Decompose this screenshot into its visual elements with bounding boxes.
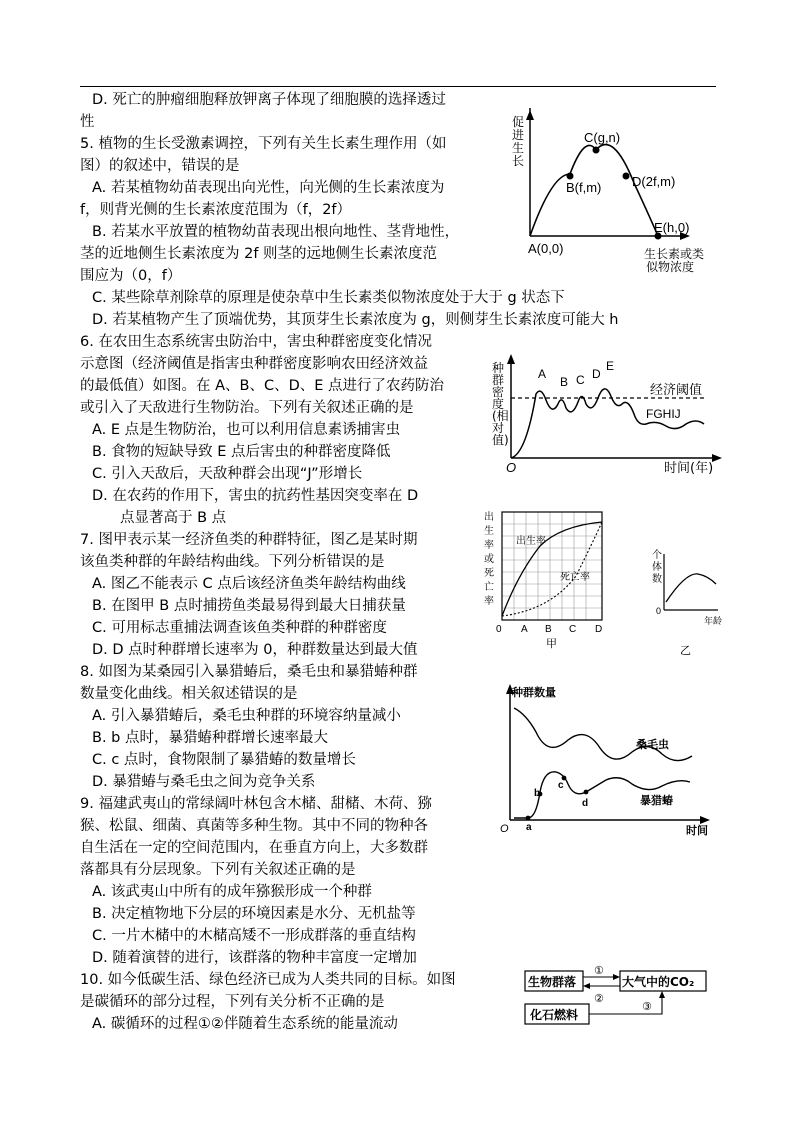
q8-stem-cont: 数量变化曲线。相关叙述错误的是 <box>80 686 298 702</box>
q7-stem: 7. 图甲表示某一经济鱼类的种群特征，图乙是某时期 <box>80 532 418 548</box>
q8-origin: O <box>500 823 509 835</box>
q6-point-a: A <box>538 367 547 381</box>
figure-q10-carbon-cycle <box>522 962 712 1028</box>
q6-stem-cont2: 的最低值）如图。在 A、B、C、D、E 点进行了农药防治 <box>80 378 445 394</box>
q5-label-e: E(h,0) <box>654 220 690 235</box>
q5-option-a: A. 若某植物幼苗表现出向光性，向光侧的生长素浓度为 <box>92 180 445 196</box>
q5-point-c <box>593 147 600 154</box>
q7-y-label: 出生率或死亡率 <box>484 512 494 607</box>
q8-stem: 8. 如图为某桑园引入暴猎蝽后，桑毛虫和暴猎蝽种群 <box>80 664 418 680</box>
figure-q8-populations <box>492 682 722 836</box>
q9-option-c: C. 一片木槠中的木槠高矮不一形成群落的垂直结构 <box>92 928 416 944</box>
figure-q7-jia <box>480 504 616 650</box>
q8-x-label: 时间 <box>686 824 708 836</box>
q5-y-label: 促进生长 <box>512 115 525 168</box>
q6-later-points: FGHIJ <box>646 407 681 421</box>
q4-option-d: D. 死亡的肿瘤细胞释放钾离子体现了细胞膜的选择透过 <box>92 92 446 108</box>
q8-point-b: b <box>534 788 541 799</box>
q5-label-c: C(g,n) <box>584 130 621 145</box>
q5-stem: 5. 植物的生长受激素调控，下列有关生长素生理作用（如 <box>80 136 447 152</box>
q7-option-c: C. 可用标志重捕法调查该鱼类种群的种群密度 <box>92 620 387 636</box>
q7-yi-curve <box>666 574 716 602</box>
q7-tick-c: C <box>569 624 577 635</box>
q6-option-c: C. 引入天敌后，天敌种群会出现“J”形增长 <box>92 466 363 482</box>
figure-q6-pest-density <box>486 354 730 478</box>
q7-option-a: A. 图乙不能表示 C 点后该经济鱼类年龄结构曲线 <box>92 576 406 592</box>
q8-point-d: d <box>582 798 589 809</box>
q5-y-arrow <box>526 110 534 120</box>
q6-x-label: 时间(年) <box>664 461 714 476</box>
q8-option-d: D. 暴猎蝽与桑毛虫之间为竞争关系 <box>92 774 316 790</box>
q8-option-c: C. c 点时，食物限制了暴猎蝽的数量增长 <box>92 752 356 768</box>
q6-point-d: D <box>592 367 601 381</box>
q6-threshold-label: 经济阈值 <box>650 383 703 398</box>
q8-label-predator: 暴猎蝽 <box>640 794 673 807</box>
q9-stem-cont: 猴、松鼠、细菌、真菌等多种生物。其中不同的物种各 <box>80 818 428 834</box>
q7-tick-b: B <box>545 624 552 635</box>
q7-birth-label: 出生率 <box>516 536 546 547</box>
q5-option-a-cont: f，则背光侧的生长素浓度范围为（f，2f） <box>80 202 352 218</box>
q6-stem-cont: 示意图（经济阈值是指害虫种群密度影响农田经济效益 <box>80 356 428 372</box>
q6-stem: 6. 在农田生态系统害虫防治中，害虫种群密度变化情况 <box>80 334 432 350</box>
q6-option-b: B. 食物的短缺导致 E 点后害虫的种群密度降低 <box>92 444 391 460</box>
q7-caption-jia: 甲 <box>546 637 557 650</box>
q10-box-fossil-label: 化石燃料 <box>530 1008 579 1022</box>
q7-yi-x-label: 年龄 <box>704 617 723 627</box>
q9-option-a: A. 该武夷山中所有的成年猕猴形成一个种群 <box>92 884 372 900</box>
q5-option-d: D. 若某植物产生了顶端优势，其顶芽生长素浓度为 g，则侧芽生长素浓度可能大 h <box>92 312 619 328</box>
q5-label-d: D(2f,m) <box>632 174 676 189</box>
q6-option-d: D. 在农药的作用下，害虫的抗药性基因突变率在 D <box>92 488 419 504</box>
q6-option-a: A. E 点是生物防治，也可以利用信息素诱捕害虫 <box>92 422 401 438</box>
q5-stem-cont: 图）的叙述中，错误的是 <box>80 158 240 174</box>
q6-density-curve <box>511 389 704 458</box>
q8-y-label: 种群数量 <box>512 686 556 699</box>
q6-point-e: E <box>606 359 615 373</box>
q7-yi-zero: 0 <box>656 606 662 616</box>
q8-point-a: a <box>526 822 532 833</box>
q7-grid <box>502 512 602 620</box>
q10-label-1: ① <box>594 964 604 977</box>
q8-option-b: B. b 点时，暴猎蝽种群增长速率最大 <box>92 730 328 746</box>
q9-stem: 9. 福建武夷山的常绿阔叶林包含木槠、甜槠、木荷、猕 <box>80 796 432 812</box>
q5-label-a: A(0,0) <box>528 241 564 256</box>
q10-stem-cont: 是碳循环的部分过程，下列有关分析不正确的是 <box>80 994 385 1010</box>
q8-mulberry-curve <box>514 708 692 761</box>
q5-point-d <box>623 173 630 180</box>
q5-x-label-1: 生长素或类 <box>644 247 705 261</box>
q8-option-a: A. 引入暴猎蝽后，桑毛虫种群的环境容纳量减小 <box>92 708 401 724</box>
q7-stem-cont: 该鱼类种群的年龄结构曲线。下列分析错误的是 <box>80 554 385 570</box>
q10-label-2: ② <box>594 992 604 1005</box>
q8-label-mulberry: 桑毛虫 <box>636 738 669 751</box>
q4-option-d-cont: 性 <box>80 114 95 130</box>
q7-tick-d: D <box>595 624 603 635</box>
q7-option-b: B. 在图甲 B 点时捕捞鱼类最易得到最大日捕获量 <box>92 598 406 614</box>
q7-tick-a: A <box>521 624 528 635</box>
q5-option-b: B. 若某水平放置的植物幼苗表现出根向地性、茎背地性， <box>92 224 460 240</box>
q5-label-b: B(f,m) <box>566 180 602 195</box>
q10-box-community-label: 生物群落 <box>528 975 577 989</box>
q9-stem-cont2: 自生活在一定的空间范围内，在垂直方向上，大多数群 <box>80 840 428 856</box>
q5-option-c: C. 某些除草剂除草的原理是使杂草中生长素类似物浓度处于大于 g 状态下 <box>92 290 565 306</box>
q7-option-d: D. D 点时种群增长速率为 0，种群数量达到最大值 <box>92 642 418 658</box>
q9-option-b: B. 决定植物地下分层的环境因素是水分、无机盐等 <box>92 906 416 922</box>
q6-y-label: 种群密度(相对值) <box>492 361 509 447</box>
q7-death-label: 死亡率 <box>560 572 590 583</box>
figure-q7-yi <box>648 544 728 670</box>
q10-box-atmosphere-label: 大气中的CO₂ <box>622 975 695 989</box>
q5-point-b <box>567 173 574 180</box>
q10-label-3: ③ <box>642 1000 652 1013</box>
q7-zero: 0 <box>496 624 502 635</box>
q6-point-b: B <box>560 375 569 389</box>
q5-option-b-cont2: 围应为（0，f） <box>80 268 182 284</box>
q10-stem: 10. 如今低碳生活、绿色经济已成为人类共同的目标。如图 <box>80 972 456 988</box>
q9-option-d: D. 随着演替的进行，该群落的物种丰富度一定增加 <box>92 950 417 966</box>
figure-q5-auxin-curve <box>500 108 720 278</box>
q5-option-b-cont: 茎的近地侧生长素浓度为 2f 则茎的远地侧生长素浓度范 <box>80 246 438 262</box>
q6-stem-cont3: 或引入了天敌进行生物防治。下列有关叙述正确的是 <box>80 400 414 416</box>
q6-option-d-cont: 点显著高于 B 点 <box>120 510 227 526</box>
header-rule <box>80 86 716 87</box>
q6-point-c: C <box>576 373 585 387</box>
q7-caption-yi: 乙 <box>680 644 691 657</box>
q7-yi-y-label: 个体数 <box>652 550 662 585</box>
q10-option-a: A. 碳循环的过程①②伴随着生态系统的能量流动 <box>92 1016 398 1032</box>
q8-point-c: c <box>558 780 564 791</box>
q5-x-label-2: 似物浓度 <box>646 260 695 274</box>
q6-origin: O <box>506 460 517 475</box>
q9-stem-cont3: 落都具有分层现象。下列有关叙述正确的是 <box>80 862 356 878</box>
